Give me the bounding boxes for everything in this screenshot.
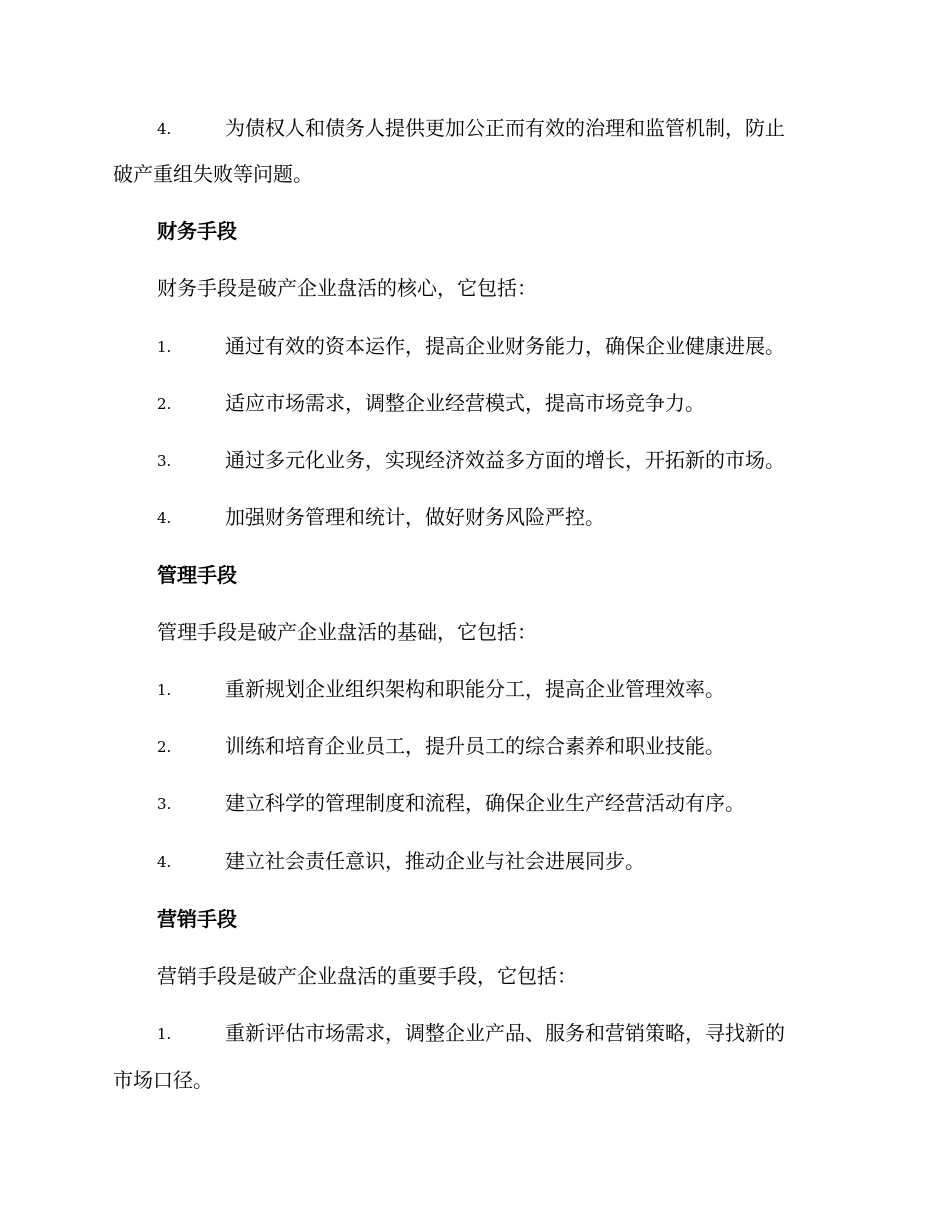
section-heading: 财务手段 — [157, 219, 237, 243]
list-item-text-continued: 破产重组失败等问题。 — [113, 162, 313, 186]
list-item-text: 通过多元化业务，实现经济效益多方面的增长，开拓新的市场。 — [225, 448, 785, 472]
section-intro: 营销手段是破产企业盘活的重要手段，它包括： — [157, 964, 577, 988]
list-item-number: 2. — [157, 395, 172, 413]
list-item-text: 重新规划企业组织架构和职能分工，提高企业管理效率。 — [225, 677, 725, 701]
list-item-number: 4. — [157, 120, 172, 138]
list-item-number: 4. — [157, 853, 172, 871]
list-item-text: 通过有效的资本运作，提高企业财务能力，确保企业健康进展。 — [225, 334, 785, 358]
list-item-text: 重新评估市场需求，调整企业产品、服务和营销策略，寻找新的 — [225, 1021, 785, 1045]
list-item-text: 为债权人和债务人提供更加公正而有效的治理和监管机制，防止 — [225, 116, 785, 140]
list-item-number: 4. — [157, 509, 172, 527]
list-item-number: 1. — [157, 338, 172, 356]
section-heading: 营销手段 — [157, 907, 237, 931]
list-item-number: 1. — [157, 1025, 172, 1043]
list-item-number: 3. — [157, 452, 172, 470]
list-item-number: 2. — [157, 738, 172, 756]
list-item-text: 建立科学的管理制度和流程，确保企业生产经营活动有序。 — [225, 791, 745, 815]
section-intro: 财务手段是破产企业盘活的核心，它包括： — [157, 276, 537, 300]
list-item-number: 3. — [157, 795, 172, 813]
list-item-text-continued: 市场口径。 — [113, 1068, 213, 1092]
section-heading: 管理手段 — [157, 563, 237, 587]
list-item-text: 建立社会责任意识，推动企业与社会进展同步。 — [225, 849, 645, 873]
list-item-text: 适应市场需求，调整企业经营模式，提高市场竞争力。 — [225, 391, 705, 415]
list-item-number: 1. — [157, 681, 172, 699]
section-intro: 管理手段是破产企业盘活的基础，它包括： — [157, 620, 537, 644]
list-item-text: 加强财务管理和统计，做好财务风险严控。 — [225, 505, 605, 529]
list-item-text: 训练和培育企业员工，提升员工的综合素养和职业技能。 — [225, 734, 725, 758]
